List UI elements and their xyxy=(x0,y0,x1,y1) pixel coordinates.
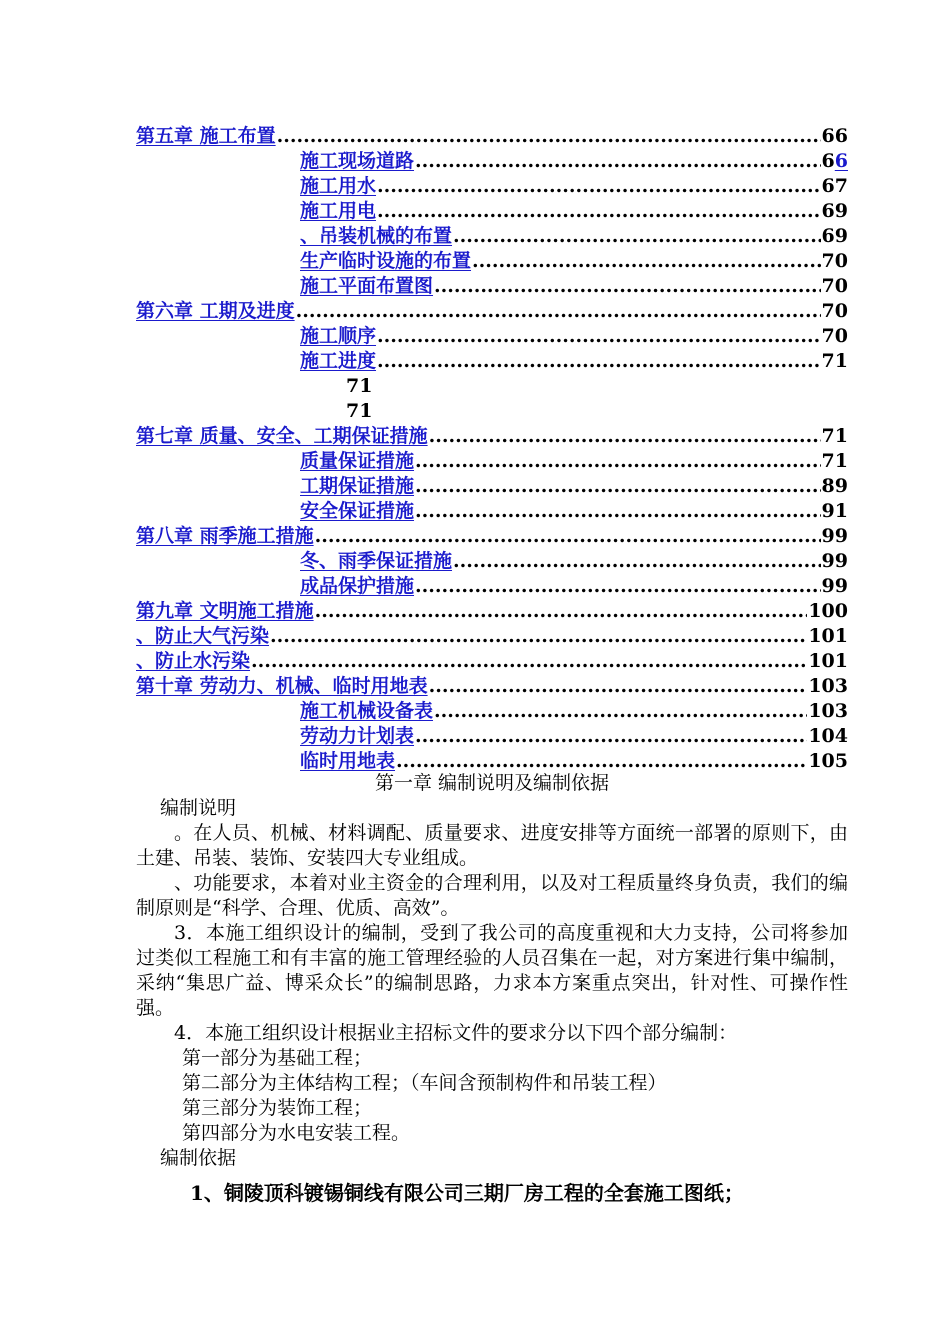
orphan-page-number: 71 xyxy=(346,400,373,422)
toc-entry[interactable] xyxy=(136,724,848,749)
toc-entry[interactable] xyxy=(136,449,848,474)
toc-entry-page-prefix: 6 xyxy=(821,150,835,172)
toc-entry[interactable] xyxy=(136,649,848,674)
toc-entry-page: 99 xyxy=(821,550,848,572)
list-item: 第一部分为基础工程； xyxy=(182,1047,373,1069)
toc-entry[interactable] xyxy=(136,249,848,274)
toc-entry-title[interactable]: 施工现场道路 xyxy=(300,150,415,172)
toc-entry[interactable] xyxy=(136,574,848,599)
toc-entry-page: 101 xyxy=(808,650,848,672)
toc-entry[interactable] xyxy=(136,424,848,449)
toc-entry[interactable] xyxy=(136,124,848,149)
chapter-title: 第一章 编制说明及编制依据 xyxy=(374,772,610,794)
toc-entry[interactable] xyxy=(136,174,848,199)
toc-entry-page: 70 xyxy=(821,325,848,347)
toc-entry-page: 69 xyxy=(821,200,848,222)
toc-entry-page: 101 xyxy=(808,625,848,647)
toc-entry-title[interactable]: 施工用水 xyxy=(300,175,377,197)
document-body xyxy=(136,771,848,1206)
toc-entry-page: 67 xyxy=(821,175,848,197)
list-item: 第三部分为装饰工程； xyxy=(182,1097,373,1119)
toc-entry-title[interactable]: 第五章 施工布置 xyxy=(136,125,276,147)
toc-entry-page: 104 xyxy=(808,725,848,747)
toc-entry-title[interactable]: 劳动力计划表 xyxy=(300,725,415,747)
toc-entry-title[interactable]: 、防止大气污染 xyxy=(136,625,270,647)
toc-entry-title[interactable]: 施工平面布置图 xyxy=(300,275,434,297)
toc-entry-page: 99 xyxy=(821,575,848,597)
section-heading: 编制说明 xyxy=(160,797,237,819)
toc-entry-title[interactable]: 施工用电 xyxy=(300,200,377,222)
toc-entry-page: 66 xyxy=(821,125,848,147)
toc-entry-page: 89 xyxy=(821,475,848,497)
toc-entry[interactable] xyxy=(136,599,848,624)
toc-entry[interactable] xyxy=(136,624,848,649)
toc-entry[interactable] xyxy=(136,474,848,499)
table-of-contents xyxy=(136,124,848,774)
toc-entry-page: 100 xyxy=(808,600,848,622)
toc-entry-title[interactable]: 质量保证措施 xyxy=(300,450,415,472)
toc-entry[interactable] xyxy=(136,149,848,174)
list-item: 第四部分为水电安装工程。 xyxy=(182,1122,411,1144)
toc-entry[interactable] xyxy=(136,524,848,549)
toc-entry-page: 103 xyxy=(808,700,848,722)
toc-entry[interactable] xyxy=(136,549,848,574)
toc-entry-title[interactable]: 施工顺序 xyxy=(300,325,377,347)
toc-entry[interactable] xyxy=(136,274,848,299)
toc-entry-title[interactable]: 生产临时设施的布置 xyxy=(300,250,472,272)
toc-entry-title[interactable]: 工期保证措施 xyxy=(300,475,415,497)
toc-entry[interactable] xyxy=(136,674,848,699)
toc-entry-title[interactable]: 第六章 工期及进度 xyxy=(136,300,295,322)
toc-entry[interactable] xyxy=(136,324,848,349)
toc-entry[interactable] xyxy=(136,224,848,249)
toc-entry-page[interactable]: 6 xyxy=(834,150,848,172)
toc-entry-page: 91 xyxy=(821,500,848,522)
toc-entry-page: 71 xyxy=(821,450,848,472)
toc-entry-title[interactable]: 第八章 雨季施工措施 xyxy=(136,525,314,547)
toc-entry-page: 70 xyxy=(821,275,848,297)
toc-entry-title[interactable]: 施工进度 xyxy=(300,350,377,372)
toc-entry[interactable] xyxy=(136,699,848,724)
toc-entry-title[interactable]: 第十章 劳动力、机械、临时用地表 xyxy=(136,675,428,697)
paragraph: 。在人员、机械、材料调配、质量要求、进度安排等方面统一部署的原则下，由土建、吊装、装饰、安装四大专业组成。 xyxy=(136,822,848,869)
toc-entry[interactable] xyxy=(136,499,848,524)
toc-entry[interactable] xyxy=(136,199,848,224)
orphan-page-number: 71 xyxy=(346,375,373,397)
toc-entry-page: 69 xyxy=(821,225,848,247)
section-heading: 编制依据 xyxy=(160,1147,237,1169)
toc-entry-page: 70 xyxy=(821,300,848,322)
toc-entry-title[interactable]: 冬、雨季保证措施 xyxy=(300,550,453,572)
toc-entry-title[interactable]: 安全保证措施 xyxy=(300,500,415,522)
toc-entry-page: 71 xyxy=(821,350,848,372)
toc-entry-page: 71 xyxy=(821,425,848,447)
toc-entry[interactable] xyxy=(136,349,848,374)
paragraph: 4．本施工组织设计根据业主招标文件的要求分以下四个部分编制： xyxy=(174,1022,738,1044)
toc-entry-page: 70 xyxy=(821,250,848,272)
list-item: 第二部分为主体结构工程；（车间含预制构件和吊装工程） xyxy=(182,1072,667,1094)
toc-entry-title[interactable]: 、防止水污染 xyxy=(136,650,251,672)
toc-entry-title[interactable]: 、吊装机械的布置 xyxy=(300,225,453,247)
toc-entry-page: 103 xyxy=(808,675,848,697)
toc-entry[interactable] xyxy=(136,299,848,324)
basis-item: 1、铜陵顶科镀锡铜线有限公司三期厂房工程的全套施工图纸； xyxy=(190,1181,744,1205)
paragraph: 、功能要求，本着对业主资金的合理利用，以及对工程质量终身负责，我们的编制原则是“科学、合理、优质、高效”。 xyxy=(136,872,848,919)
toc-entry-title[interactable]: 第七章 质量、安全、工期保证措施 xyxy=(136,425,428,447)
toc-entry-page: 105 xyxy=(808,750,848,772)
toc-entry-title[interactable]: 第九章 文明施工措施 xyxy=(136,600,314,622)
toc-entry-page: 99 xyxy=(821,525,848,547)
toc-entry-title[interactable]: 临时用地表 xyxy=(300,750,396,772)
toc-entry-title[interactable]: 施工机械设备表 xyxy=(300,700,434,722)
paragraph: 3．本施工组织设计的编制，受到了我公司的高度重视和大力支持，公司将参加过类似工程施工和有丰富的施工管理经验的人员召集在一起，对方案进行集中编制，采纳“集思广益、博采众长”的编制思路，力求本方案重点突出，针对性、可操作性强。 xyxy=(136,922,848,1019)
toc-entry-title[interactable]: 成品保护措施 xyxy=(300,575,415,597)
